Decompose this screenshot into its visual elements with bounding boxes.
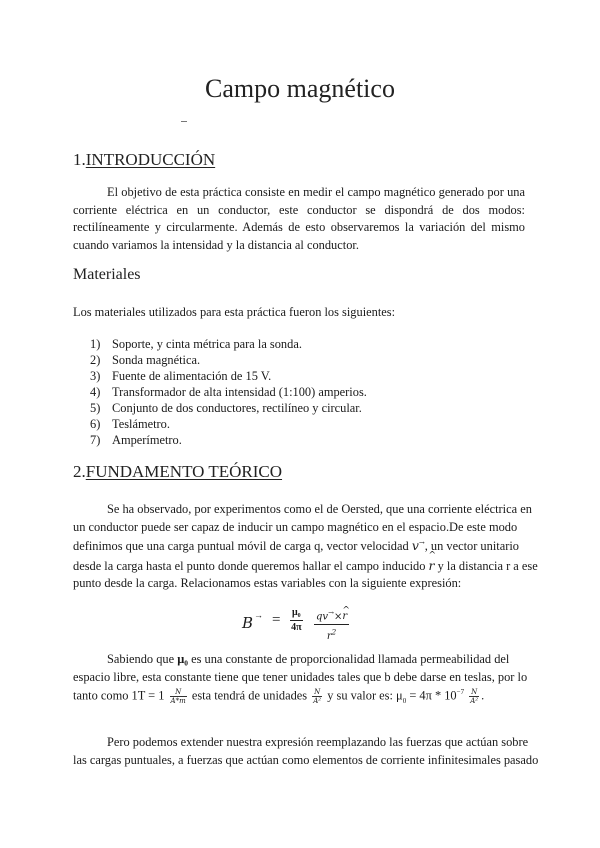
list-item: 1) Soporte, y cinta métrica para la sonda. [90, 337, 302, 351]
formula-vector-fraction: $\frac{qv^\to\times\^{} r}{r^2}$ [314, 606, 349, 644]
page-title: Campo magnético [205, 74, 395, 103]
vector-arrow-icon: → [254, 610, 263, 620]
list-item: 4) Transformador de alta intensidad (1:100) amperios. [90, 385, 367, 399]
formula-B: B [242, 614, 254, 632]
formula-equals: = [272, 612, 281, 628]
unit-vector-symbol: ^ r [429, 558, 435, 573]
section-title: FUNDAMENTO TEÓRICO [85, 462, 283, 481]
theory-line-5: punto desde la carga. Relacionamos estas variables con la siguiente expresión: [73, 576, 462, 590]
last-line-1: Pero podemos extender nuestra expresión reemplazando las fuerzas que actúan sobre [107, 735, 529, 749]
mu-line-2: espacio libre, esta constante tiene que tener unidades tales que b debe darse en teslas, por lo [73, 670, 528, 684]
unit-fraction-mu: $\frac{N}{\text{A²}}$ [313, 688, 322, 705]
mu-line-1: Sabiendo que μ₀ es una constante de proporcionalidad llamada permeabilidad del [107, 652, 510, 666]
section-heading-fundamento [73, 462, 282, 482]
list-item: 2) Sonda magnética. [90, 353, 201, 367]
formula-constant-fraction: $\frac{\text{μ₀}}{4\pi}$ [291, 607, 302, 633]
materials-intro: Los materiales utilizados para esta práctica fueron los siguientes: [73, 305, 396, 319]
biot-savart-formula [238, 602, 388, 642]
list-item: 7) Amperímetro. [90, 433, 182, 447]
subsection-heading-materiales: Materiales [73, 266, 141, 283]
list-item: 6) Teslámetro. [90, 417, 170, 431]
unit-fraction-tesla: $\frac{N}{A*m}$ [170, 688, 186, 705]
unit-fraction-value: $\frac{N}{\text{A²}}$ [470, 688, 479, 705]
theory-line-4: desde la carga hasta el punto donde queremos hallar el campo inducido ^ r y la distancia r a ese [73, 558, 525, 574]
list-item: 3) Fuente de alimentación de 15 V. [90, 369, 272, 383]
section-number: 2. [73, 462, 86, 481]
theory-line-1: Se ha observado, por experimentos como el de Oersted, que una corriente eléctrica en [107, 502, 532, 516]
section-title: INTRODUCCIÓN [85, 150, 216, 169]
section-number: 1. [73, 150, 86, 169]
list-item: 5) Conjunto de dos conductores, rectilíneo y circular. [90, 401, 362, 415]
title-divider-mark [181, 121, 187, 122]
theory-line-2: un conductor puede ser capaz de inducir un campo magnético en el espacio.De este modo [73, 520, 518, 534]
section-heading-introduccion [73, 150, 215, 170]
last-line-2: las cargas puntuales, a fuerzas que actúan como elementos de corriente infinitesimales pasado [73, 753, 539, 767]
intro-paragraph: El objetivo de esta práctica consiste en medir el campo magnético generado por una corriente eléctrica en un conductor, este conductor se dispondrá de dos modos: rectilíneamente y circularmente. Además de esto observaremos la variación del mismo cuando variamos la intensidad y la distancia al conductor. [73, 185, 525, 252]
velocity-vector-symbol: v→ [411, 538, 425, 553]
theory-line-3: definimos que una carga puntual móvil de carga q, vector velocidad v→, un vector unitario [73, 538, 519, 553]
mu-line-3: tanto como 1T = 1 $\frac{N}{A*m}$ esta tendrá de unidades $\frac{N}{\text{A²}}$ y su valor es: $\mu_0 = 4\pi * 10^{-7}$ $\frac{N}{\text{A²}}$ . [73, 688, 485, 705]
materials-list [90, 336, 367, 448]
